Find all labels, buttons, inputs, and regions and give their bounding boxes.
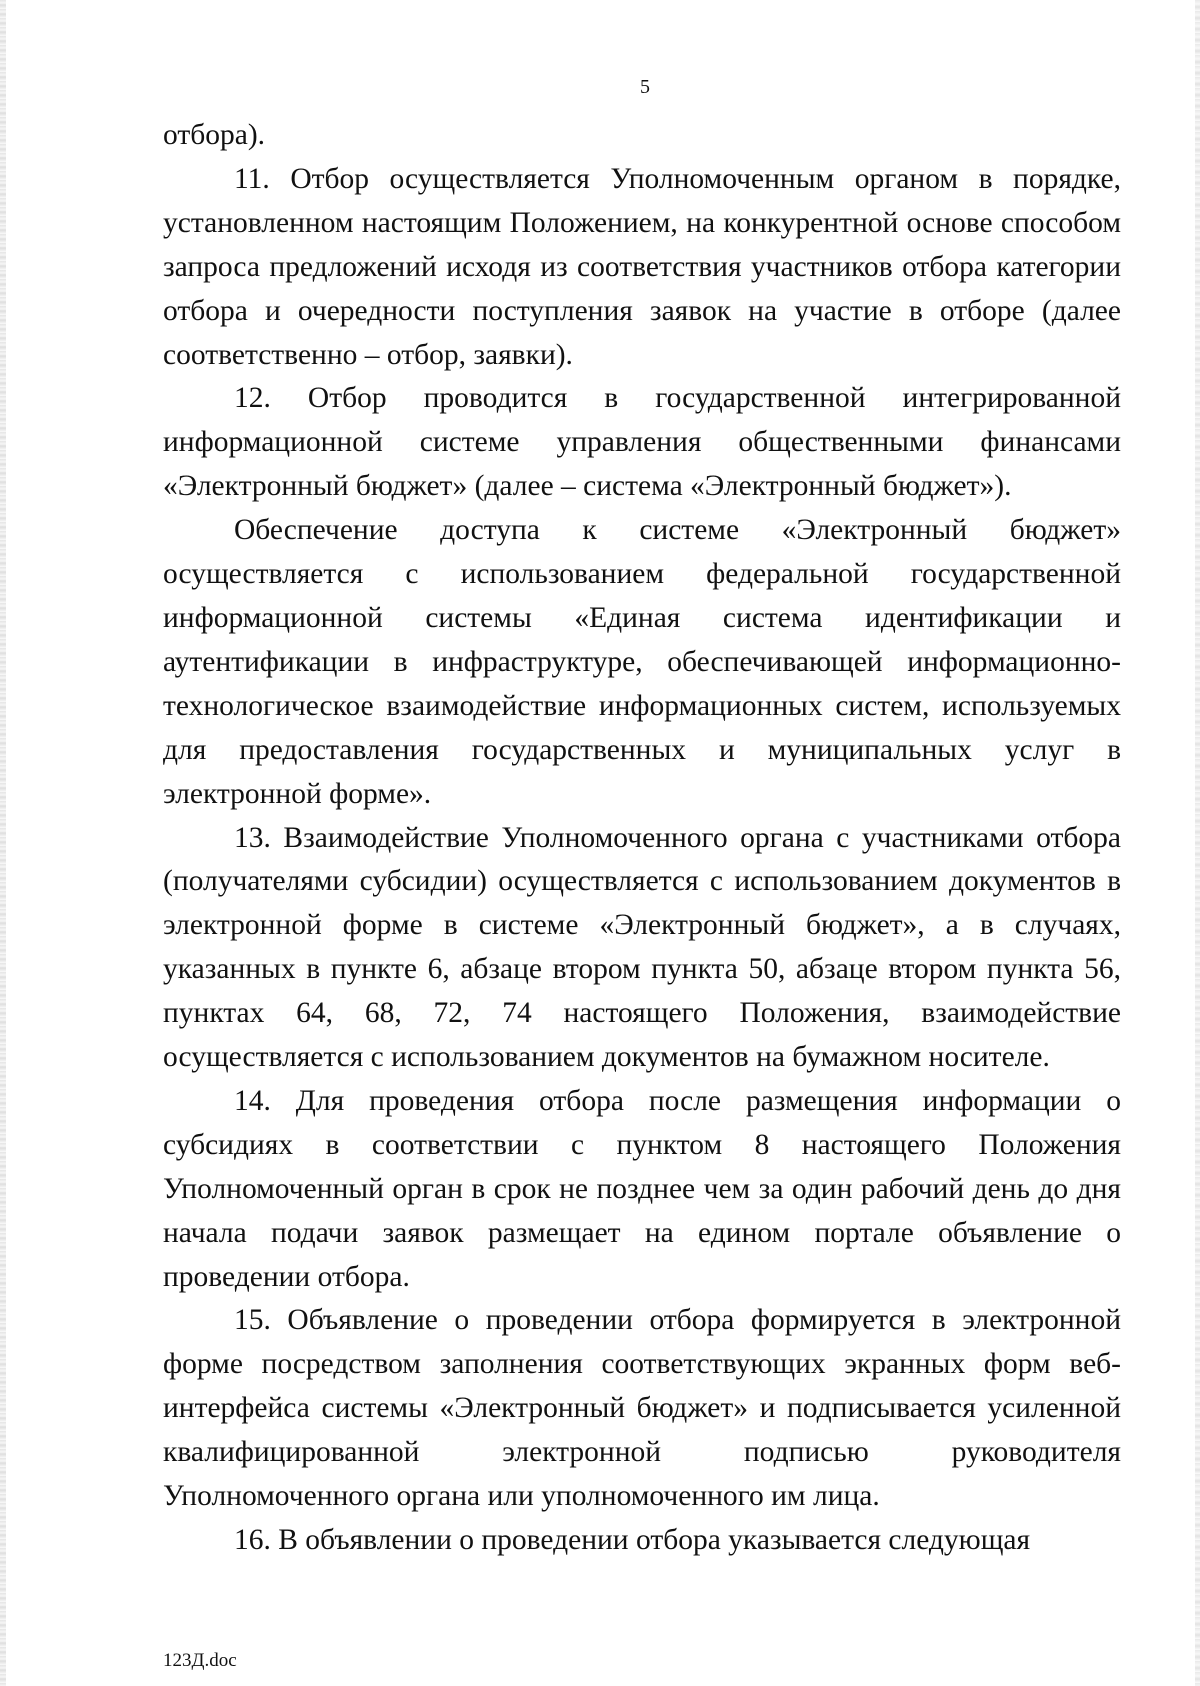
paragraph-item-11: 11. Отбор осуществляется Уполномоченным органом в порядке, установленном настоящим Положением, на конкурентной основе способом запроса предложений исходя из соответствия участников отбора категории отбора и очередности поступления заявок на участие в отборе (далее соответственно – отбор, заявки). <box>163 162 1121 371</box>
scan-edge-right <box>1195 0 1200 1686</box>
paragraph-item-16: 16. В объявлении о проведении отбора указывается следующая <box>234 1524 1031 1556</box>
paragraph-item-12: 12. Отбор проводится в государственной интегрированной информационной системе управления общественными финансами «Электронный бюджет» (далее – система «Электронный бюджет»). <box>163 382 1121 503</box>
paragraph-continuation: отбора). <box>163 119 266 151</box>
page-number: 5 <box>640 76 650 98</box>
paragraph-item-14: 14. Для проведения отбора после размещения информации о субсидиях в соответствии с пунктом 8 настоящего Положения Уполномоченный орган в срок не позднее чем за один рабочий день до дня начала подачи заявок размещает на едином портале объявление о проведении отбора. <box>163 1084 1121 1293</box>
paragraph-item-15: 15. Объявление о проведении отбора формируется в электронной форме посредством заполнения соответствующих экранных форм веб-интерфейса системы «Электронный бюджет» и подписывается усиленной квалифицированной электронной подписью руководителя Уполномоченного органа или уполномоченного им лица. <box>163 1304 1121 1513</box>
scan-edge-left <box>0 0 6 1686</box>
document-body <box>163 114 1121 1563</box>
footer-filename: 123Д.doc <box>163 1650 237 1671</box>
paragraph-item-12-access: Обеспечение доступа к системе «Электронный бюджет» осуществляется с использованием федеральной государственной информационной системы «Единая система идентификации и аутентификации в инфраструктуре, обеспечивающей информационно-технологическое взаимодействие информационных систем, используемых для предоставления государственных и муниципальных услуг в электронной форме». <box>163 514 1121 810</box>
paragraph-item-13: 13. Взаимодействие Уполномоченного органа с участниками отбора (получателями субсидии) осуществляется с использованием документов в электронной форме в системе «Электронный бюджет», а в случаях, указанных в пункте 6, абзаце втором пункта 50, абзаце втором пункта 56, пунктах 64, 68, 72, 74 настоящего Положения, взаимодействие осуществляется с использованием документов на бумажном носителе. <box>163 821 1121 1074</box>
